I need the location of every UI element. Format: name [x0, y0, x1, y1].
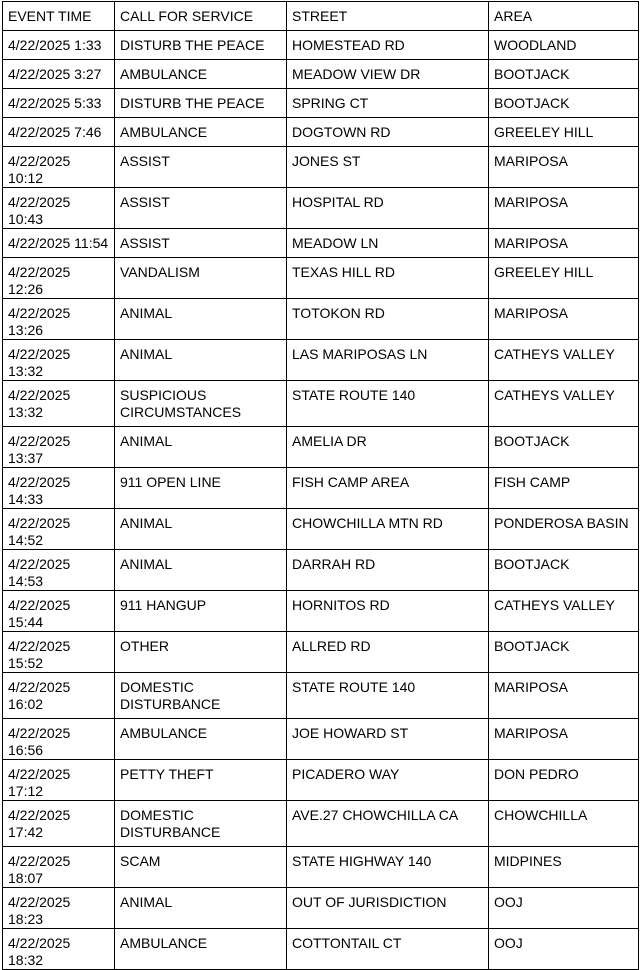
call-for-service-cell: DISTURB THE PEACE [115, 89, 287, 118]
table-row [3, 118, 639, 147]
street-cell: JONES ST [287, 147, 489, 188]
area-cell: WOODLAND [489, 31, 639, 60]
event-time-cell: 4/22/2025 3:27 [3, 60, 115, 89]
event-time-cell: 4/22/2025 14:52 [3, 509, 115, 550]
table-row [3, 673, 639, 719]
table-row [3, 340, 639, 381]
area-cell: CATHEYS VALLEY [489, 381, 639, 427]
call-for-service-cell: AMBULANCE [115, 60, 287, 89]
header-area: AREA [489, 2, 639, 31]
call-for-service-cell: ANIMAL [115, 509, 287, 550]
table-row [3, 550, 639, 591]
area-cell: MIDPINES [489, 847, 639, 888]
street-cell: AMELIA DR [287, 427, 489, 468]
table-row [3, 801, 639, 847]
area-cell: DON PEDRO [489, 760, 639, 801]
event-time-cell: 4/22/2025 17:12 [3, 760, 115, 801]
street-cell: JOE HOWARD ST [287, 719, 489, 760]
area-cell: MARIPOSA [489, 147, 639, 188]
call-for-service-cell: SCAM [115, 847, 287, 888]
event-time-cell: 4/22/2025 14:33 [3, 468, 115, 509]
call-for-service-cell: ASSIST [115, 188, 287, 229]
event-time-cell: 4/22/2025 14:53 [3, 550, 115, 591]
area-cell: PONDEROSA BASIN [489, 509, 639, 550]
event-time-cell: 4/22/2025 15:44 [3, 591, 115, 632]
event-time-cell: 4/22/2025 11:54 [3, 229, 115, 258]
table-row [3, 888, 639, 929]
area-cell: MARIPOSA [489, 188, 639, 229]
call-for-service-cell: OTHER [115, 632, 287, 673]
street-cell: DARRAH RD [287, 550, 489, 591]
table-row [3, 147, 639, 188]
event-time-cell: 4/22/2025 10:12 [3, 147, 115, 188]
table-row [3, 229, 639, 258]
call-for-service-cell: ASSIST [115, 229, 287, 258]
table-row [3, 719, 639, 760]
street-cell: PICADERO WAY [287, 760, 489, 801]
table-row [3, 632, 639, 673]
area-cell: BOOTJACK [489, 89, 639, 118]
call-for-service-cell: AMBULANCE [115, 929, 287, 970]
call-for-service-cell: ANIMAL [115, 550, 287, 591]
area-cell: FISH CAMP [489, 468, 639, 509]
call-for-service-cell: ANIMAL [115, 340, 287, 381]
event-time-cell: 4/22/2025 1:33 [3, 31, 115, 60]
event-time-cell: 4/22/2025 18:32 [3, 929, 115, 970]
header-street: STREET [287, 2, 489, 31]
table-row [3, 929, 639, 970]
call-for-service-cell: AMBULANCE [115, 118, 287, 147]
table-row [3, 468, 639, 509]
call-for-service-cell: 911 OPEN LINE [115, 468, 287, 509]
call-for-service-cell: ANIMAL [115, 427, 287, 468]
table-row [3, 847, 639, 888]
street-cell: STATE ROUTE 140 [287, 381, 489, 427]
event-time-cell: 4/22/2025 17:42 [3, 801, 115, 847]
call-for-service-cell: SUSPICIOUS CIRCUMSTANCES [115, 381, 287, 427]
event-time-cell: 4/22/2025 13:32 [3, 381, 115, 427]
street-cell: LAS MARIPOSAS LN [287, 340, 489, 381]
area-cell: BOOTJACK [489, 632, 639, 673]
header-event-time: EVENT TIME [3, 2, 115, 31]
street-cell: MEADOW LN [287, 229, 489, 258]
event-time-cell: 4/22/2025 15:52 [3, 632, 115, 673]
table-row [3, 258, 639, 299]
street-cell: STATE HIGHWAY 140 [287, 847, 489, 888]
street-cell: CHOWCHILLA MTN RD [287, 509, 489, 550]
area-cell: BOOTJACK [489, 60, 639, 89]
table-row [3, 427, 639, 468]
area-cell: BOOTJACK [489, 550, 639, 591]
table-row [3, 381, 639, 427]
call-log-table [2, 1, 639, 970]
area-cell: CHOWCHILLA [489, 801, 639, 847]
call-for-service-cell: DOMESTIC DISTURBANCE [115, 801, 287, 847]
street-cell: OUT OF JURISDICTION [287, 888, 489, 929]
street-cell: HORNITOS RD [287, 591, 489, 632]
area-cell: OOJ [489, 888, 639, 929]
area-cell: MARIPOSA [489, 299, 639, 340]
event-time-cell: 4/22/2025 10:43 [3, 188, 115, 229]
street-cell: HOMESTEAD RD [287, 31, 489, 60]
event-time-cell: 4/22/2025 16:56 [3, 719, 115, 760]
area-cell: GREELEY HILL [489, 118, 639, 147]
call-for-service-cell: DISTURB THE PEACE [115, 31, 287, 60]
table-row [3, 31, 639, 60]
event-time-cell: 4/22/2025 13:37 [3, 427, 115, 468]
street-cell: TEXAS HILL RD [287, 258, 489, 299]
street-cell: AVE.27 CHOWCHILLA CA [287, 801, 489, 847]
event-time-cell: 4/22/2025 13:26 [3, 299, 115, 340]
event-time-cell: 4/22/2025 12:26 [3, 258, 115, 299]
street-cell: FISH CAMP AREA [287, 468, 489, 509]
event-time-cell: 4/22/2025 16:02 [3, 673, 115, 719]
call-for-service-cell: DOMESTIC DISTURBANCE [115, 673, 287, 719]
table-row [3, 89, 639, 118]
street-cell: MEADOW VIEW DR [287, 60, 489, 89]
street-cell: HOSPITAL RD [287, 188, 489, 229]
table-row [3, 188, 639, 229]
street-cell: TOTOKON RD [287, 299, 489, 340]
area-cell: MARIPOSA [489, 719, 639, 760]
table-row [3, 760, 639, 801]
call-for-service-cell: ANIMAL [115, 888, 287, 929]
area-cell: MARIPOSA [489, 229, 639, 258]
table-row [3, 60, 639, 89]
street-cell: DOGTOWN RD [287, 118, 489, 147]
area-cell: BOOTJACK [489, 427, 639, 468]
area-cell: CATHEYS VALLEY [489, 340, 639, 381]
call-for-service-cell: VANDALISM [115, 258, 287, 299]
street-cell: ALLRED RD [287, 632, 489, 673]
street-cell: SPRING CT [287, 89, 489, 118]
event-time-cell: 4/22/2025 18:23 [3, 888, 115, 929]
area-cell: CATHEYS VALLEY [489, 591, 639, 632]
call-for-service-cell: ANIMAL [115, 299, 287, 340]
event-time-cell: 4/22/2025 18:07 [3, 847, 115, 888]
call-for-service-cell: PETTY THEFT [115, 760, 287, 801]
street-cell: COTTONTAIL CT [287, 929, 489, 970]
area-cell: MARIPOSA [489, 673, 639, 719]
table-row [3, 509, 639, 550]
area-cell: OOJ [489, 929, 639, 970]
call-for-service-cell: AMBULANCE [115, 719, 287, 760]
event-time-cell: 4/22/2025 5:33 [3, 89, 115, 118]
call-for-service-cell: 911 HANGUP [115, 591, 287, 632]
header-row [3, 2, 639, 31]
event-time-cell: 4/22/2025 13:32 [3, 340, 115, 381]
table-row [3, 591, 639, 632]
call-log-body [3, 31, 639, 970]
event-time-cell: 4/22/2025 7:46 [3, 118, 115, 147]
header-call-for-service: CALL FOR SERVICE [115, 2, 287, 31]
area-cell: GREELEY HILL [489, 258, 639, 299]
table-row [3, 299, 639, 340]
call-for-service-cell: ASSIST [115, 147, 287, 188]
street-cell: STATE ROUTE 140 [287, 673, 489, 719]
